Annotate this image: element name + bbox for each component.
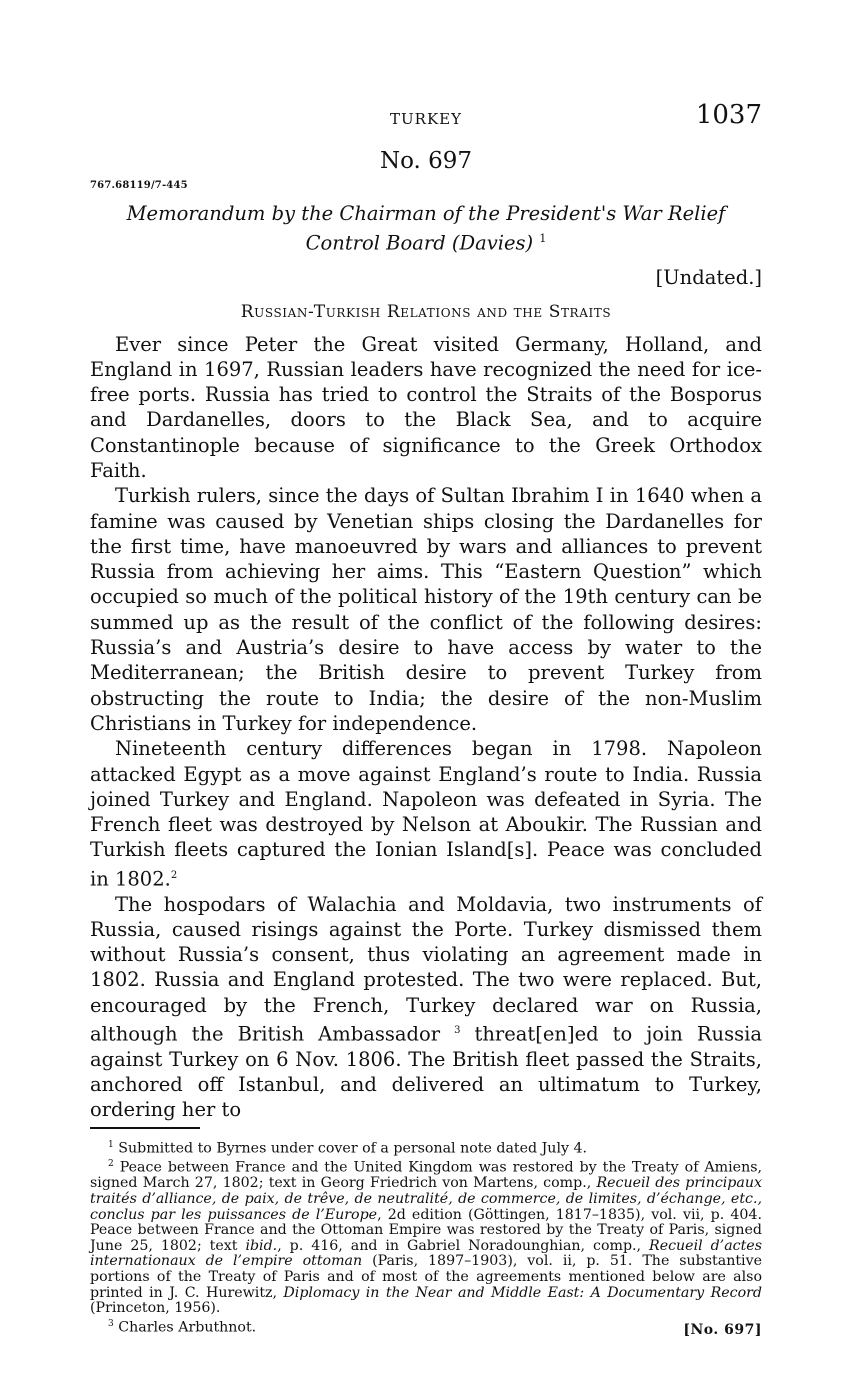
footnote-2-run: Diplomacy in the Near and Middle East: A Documentary Record [283,1284,762,1301]
section-title: Russian-Turkish Relations and the Straits [240,301,612,322]
footnote-2-text [90,1160,762,1316]
footnote-2-run: Peace between France and the United Kingdom was restored by the Treaty of Amiens, signed March 27, 1802; text in Georg Friedrich von Martens, comp., [90,1159,762,1192]
footnote-2-run: ibid. [245,1237,278,1254]
body-text [90,332,762,1123]
paragraph-4-text-b: threat[en]ed to join Russia against Turkey on 6 Nov. 1806. The British fleet passed the Straits, anchored off Istanbul, and delivered an ultimatum to Turkey, ordering her to [90,1022,762,1122]
paragraph-1-text: Ever since Peter the Great visited Germany, Holland, and England in 1697, Russian leaders have recognized the need for ice-free ports. Russia has tried to control the Straits of the Bosporus and Dardanelles, doors to the Black Sea, and to acquire Constantinople because of significance to the Greek Orthodox Faith. [90,332,762,482]
footnote-2-run: , p. 416, and in Gabriel Noradounghian, comp., [277,1237,650,1254]
footnote-ref-3: 3 [454,1025,461,1037]
footnotes [90,1138,762,1336]
page-number: 1037 [695,100,762,130]
paragraph-4-text-a: The hospodars of Walachia and Moldavia, two instruments of Russia, caused risings against the Porte. Turkey dismissed them without Russia’s consent, thus violating an agreement made in 1802. Russia and England protested. The two were replaced. But, encouraged by the French, Turkey declared war on Russia, although the British Ambassador [90,892,762,1046]
paragraph-2 [90,483,762,736]
footnote-2-run: Recueil d’actes internationaux de l’empire ottoman [90,1237,762,1270]
footnote-3 [90,1317,762,1336]
paragraph-3-text: Nineteenth century differences began in 1798. Napoleon attacked Egypt as a move against England’s route to India. Russia joined Turkey and England. Napoleon was defeated in Syria. The French fleet was destroyed by Nelson at Aboukir. The Russian and Turkish fleets captured the Ionian Island[s]. Peace was concluded in 1802. [90,737,762,891]
footnote-divider [90,1127,200,1129]
footnote-3-text: Charles Arbuthnot. [118,1319,257,1336]
paragraph-2-text: Turkish rulers, since the days of Sultan Ibrahim I in 1640 when a famine was caused by Venetian ships closing the Dardanelles for the first time, have manoeuvred by wars and alliances to prevent Russia from achieving her aims. This “Eastern Question” which occupied so much of the political history of the 19th century can be summed up as the result of the conflict of the following desires: Russia’s and Austria’s desire to have access by water to the Mediterranean; the British desire to prevent Turkey from obstructing the route to India; the desire of the non-Muslim Christians in Turkey for independence. [90,484,762,735]
running-header [90,100,762,140]
footnote-ref-2: 2 [170,869,178,881]
document-number: No. 697 [379,148,473,174]
document-page [90,100,762,1336]
footnote-2-run: Recueil des principaux traités d’alliance, de paix, de trêve, de neutralité, de commerce, de limites, d’échange, etc., conclus par les puissances de l’Europe [90,1175,762,1223]
paragraph-3 [90,736,762,891]
document-date: [Undated.] [655,265,762,289]
document-title [90,201,762,256]
footnote-1-mark: 1 [108,1139,114,1150]
paragraph-1 [90,332,762,484]
footer-doc-ref: [No. 697] [683,1322,762,1338]
footnote-ref-1: 1 [539,232,547,245]
file-number: 767.68119/7-445 [90,180,188,191]
footnote-1-text: Submitted to Byrnes under cover of a personal note dated July 4. [118,1140,588,1157]
running-title: TURKEY [390,110,462,128]
footnote-2-run: (Princeton, 1956). [90,1300,221,1317]
footnote-2-run: , 2d edition (Göttingen, 1817–1835), vol. vii, p. 404. Peace between France and the Ottoman Empire was restored by the Treaty of Paris, signed June 25, 1802; text [90,1206,762,1254]
paragraph-4 [90,892,762,1123]
footnote-2 [90,1157,762,1317]
footnote-2-mark: 2 [108,1159,114,1170]
footnote-2-run: (Paris, 1897–1903), vol. ii, p. 51. The substantive portions of the Treaty of Paris and of most of the agreements mentioned below are also printed in J. C. Hurewitz, [90,1253,762,1301]
footnote-1 [90,1138,762,1157]
footnote-3-mark: 3 [108,1318,114,1329]
document-title-text: Memorandum by the Chairman of the President's War Relief Control Board (Davies) [126,202,726,255]
